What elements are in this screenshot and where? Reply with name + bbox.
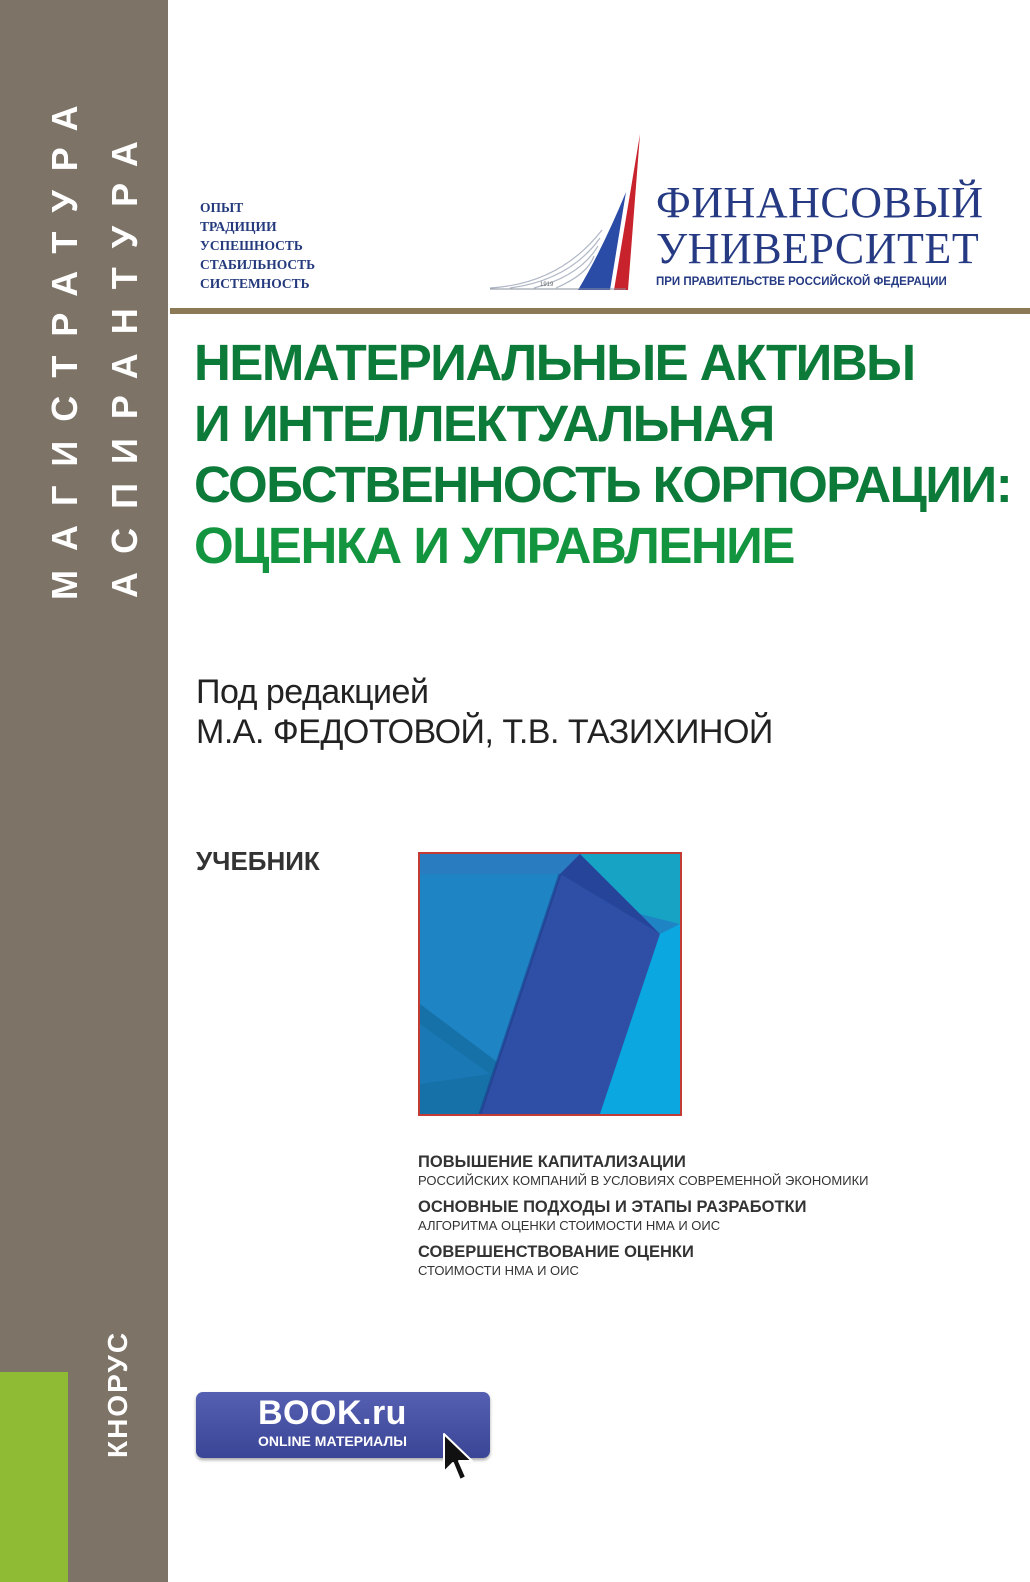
- feature-subtext: РОССИЙСКИХ КОМПАНИЙ В УСЛОВИЯХ СОВРЕМЕННОЙ ЭКОНОМИКИ: [418, 1173, 869, 1188]
- university-name-line1: ФИНАНСОВЫЙ: [656, 178, 984, 227]
- abstract-shapes-icon: [420, 854, 680, 1114]
- feature-subtext: АЛГОРИТМА ОЦЕНКИ СТОИМОСТИ НМА И ОИС: [418, 1218, 721, 1233]
- feature-item: [418, 1152, 869, 1189]
- feature-heading: ОСНОВНЫЕ ПОДХОДЫ И ЭТАПЫ РАЗРАБОТКИ: [418, 1198, 807, 1216]
- title-line: СОБСТВЕННОСТЬ КОРПОРАЦИИ:: [194, 456, 1012, 513]
- feature-heading: СОВЕРШЕНСТВОВАНИЕ ОЦЕНКИ: [418, 1243, 694, 1261]
- title-line: И ИНТЕЛЛЕКТУАЛЬНАЯ: [194, 395, 774, 452]
- motto-item: ТРАДИЦИИ: [200, 219, 277, 234]
- publisher-label: КНОРУС: [102, 1330, 133, 1458]
- cover-artwork: [418, 852, 682, 1116]
- feature-list: [418, 1152, 869, 1287]
- book-title: [194, 332, 1014, 576]
- series-phd-label: АСПИРАНТУРА: [104, 122, 145, 598]
- feature-item: [418, 1197, 869, 1234]
- university-mottos: [200, 198, 315, 293]
- motto-item: ОПЫТ: [200, 200, 244, 215]
- feature-item: [418, 1242, 869, 1279]
- motto-item: УСПЕШНОСТЬ: [200, 238, 303, 253]
- feature-heading: ПОВЫШЕНИЕ КАПИТАЛИЗАЦИИ: [418, 1153, 686, 1171]
- book-type-label: УЧЕБНИК: [196, 846, 320, 876]
- motto-item: СТАБИЛЬНОСТЬ: [200, 257, 316, 272]
- title-line: НЕМАТЕРИАЛЬНЫЕ АКТИВЫ: [194, 334, 915, 391]
- book-spine: [0, 0, 168, 1582]
- logo-small-text: 1919: [540, 282, 554, 288]
- header-divider: [170, 308, 1030, 314]
- cursor-arrow-icon: [442, 1432, 476, 1484]
- series-master-label: МАГИСТРАТУРА: [44, 86, 85, 600]
- university-subtitle: ПРИ ПРАВИТЕЛЬСТВЕ РОССИЙСКОЙ ФЕДЕРАЦИИ: [656, 276, 947, 288]
- feature-subtext: СТОИМОСТИ НМА И ОИС: [418, 1263, 579, 1278]
- motto-item: СИСТЕМНОСТЬ: [200, 276, 310, 291]
- university-block: [656, 180, 983, 288]
- editors-names: М.А. ФЕДОТОВОЙ, Т.В. ТАЗИХИНОЙ: [196, 713, 773, 751]
- spine-green-band: [0, 1372, 68, 1582]
- university-name-line2: УНИВЕРСИТЕТ: [656, 224, 980, 273]
- editors-block: [196, 672, 773, 752]
- badge-brand: BOOK.ru: [258, 1394, 407, 1432]
- editors-label: Под редакцией: [196, 673, 429, 711]
- title-line: ОЦЕНКА И УПРАВЛЕНИЕ: [194, 517, 794, 574]
- university-logo-icon: [490, 134, 646, 294]
- badge-caption: ONLINE МАТЕРИАЛЫ: [258, 1433, 407, 1449]
